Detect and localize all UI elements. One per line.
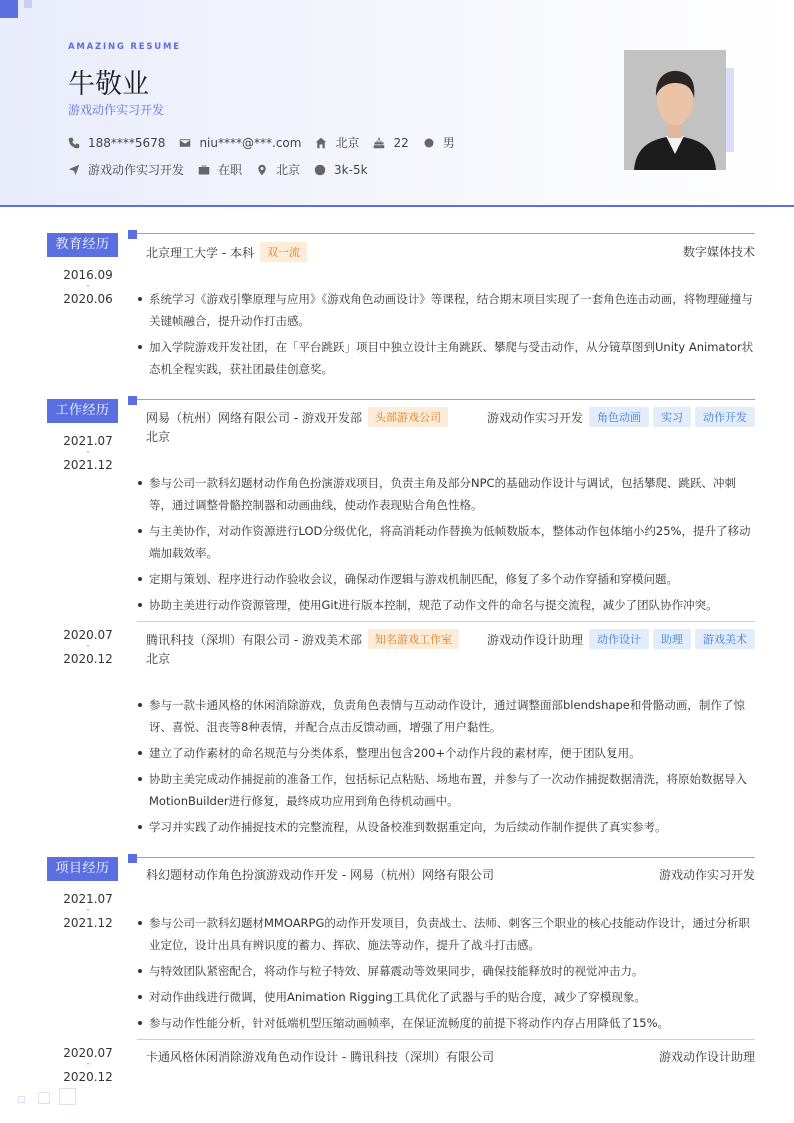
start-date: 2016.09 (63, 268, 113, 282)
gender-text: 男 (442, 136, 455, 150)
company-name: 腾讯科技（深圳）有限公司 - 游戏美术部 (146, 632, 362, 647)
position-text: 游戏动作实习开发 (486, 410, 583, 425)
send-icon (68, 164, 80, 176)
start-date: 2021.07 (63, 892, 113, 906)
list-item: 参与公司一款科幻题材动作角色扮演游戏项目，负责主角及部分NPC的基础动作设计与调试，包括攀爬、跳跃、冲刺等，通过调整骨骼控制器和动画曲线，使动作表现贴合角色性格。 (135, 472, 755, 516)
education-major (683, 243, 755, 260)
contact-info-row (68, 134, 469, 151)
end-date: 2021.12 (63, 916, 113, 930)
work-company (146, 629, 459, 649)
work-dates: 2020.07 - 2020.12 (60, 623, 116, 671)
project-dates: 2021.07 - 2021.12 (60, 887, 116, 935)
list-item: 参与一款卡通风格的休闲消除游戏，负责角色表情与互动动作设计，通过调整面部blendshape和骨骼动画，制作了惊讶、喜悦、沮丧等8种表情，并配合点击反馈动画，增强了用户黏性。 (135, 694, 755, 738)
city-text: 北京 (276, 163, 301, 177)
position-text: 游戏动作设计助理 (486, 632, 583, 647)
project-dates: 2020.07 - 2020.12 (60, 1041, 116, 1089)
candidate-name: 牛敬业 (68, 69, 149, 100)
company-badge: 知名游戏工作室 (368, 629, 459, 649)
education-details (135, 288, 755, 384)
skill-tag: 动作开发 (695, 407, 755, 427)
section-marker (128, 854, 137, 863)
age-text: 22 (393, 135, 409, 150)
list-item: 与主美协作，对动作资源进行LOD分级优化，将高消耗动作替换为低帧数版本，整体动作包体缩小约25%，提升了移动端加载效率。 (135, 520, 755, 564)
corner-decoration-small (24, 0, 32, 8)
work-company (146, 407, 448, 427)
project-title (146, 1048, 494, 1065)
end-date: 2020.12 (63, 652, 113, 666)
section-title-projects: 项目经历 (47, 857, 118, 881)
company-name: 网易（杭州）网络有限公司 - 游戏开发部 (146, 410, 362, 425)
email-item (179, 136, 301, 150)
gender-icon (423, 137, 435, 149)
list-item: 与特效团队紧密配合，将动作与粒子特效、屏幕震动等效果同步，确保技能释放时的视觉冲击力。 (135, 960, 755, 982)
work-details (135, 472, 755, 620)
skill-tag: 角色动画 (589, 407, 649, 427)
list-item: 加入学院游戏开发社团，在「平台跳跃」项目中独立设计主角跳跃、攀爬与受击动作，从分镜草图到Unity Animator状态机全程实践，获社团最佳创意奖。 (135, 336, 755, 380)
work-city: 北京 (146, 430, 171, 444)
role-text: 游戏动作实习开发 (658, 868, 755, 882)
entry-divider (137, 621, 755, 622)
education-dates: 2016.09 - 2020.06 (60, 263, 116, 311)
hometown-text: 北京 (335, 136, 360, 150)
job-info-row (68, 161, 382, 178)
status-item (198, 161, 242, 178)
project-title (146, 866, 494, 883)
city-item (256, 161, 300, 178)
education-school (146, 242, 307, 262)
work-position (487, 629, 755, 649)
project-name: 卡通风格休闲消除游戏角色动作设计 - 腾讯科技（深圳）有限公司 (146, 1050, 494, 1064)
entry-divider (137, 1039, 755, 1040)
skill-tag: 动作设计 (589, 629, 649, 649)
section-divider (137, 233, 755, 234)
list-item: 参与动作性能分析，针对低端机型压缩动画帧率，在保证流畅度的前提下将动作内存占用降低了15%。 (135, 1012, 755, 1034)
list-item: 协助主美完成动作捕捉前的准备工作，包括标记点粘贴、场地布置，并参与了一次动作捕捉数据清洗，将原始数据导入MotionBuilder进行修复，最终成功应用到角色待机动画中。 (135, 768, 755, 812)
portrait-image (624, 50, 726, 170)
section-marker (128, 230, 137, 239)
footer-decoration (38, 1092, 50, 1104)
email-text: niu****@***.com (199, 135, 302, 150)
skill-tag: 实习 (653, 407, 691, 427)
corner-decoration (0, 0, 18, 18)
gender-item (423, 134, 455, 151)
work-position (487, 407, 755, 427)
project-role (659, 866, 755, 883)
location-icon (256, 164, 268, 176)
role-text: 游戏动作设计助理 (658, 1050, 755, 1064)
start-date: 2021.07 (63, 434, 113, 448)
list-item: 建立了动作素材的命名规范与分类体系，整理出包含200+个动作片段的素材库，便于团队复用。 (135, 742, 755, 764)
footer-decoration (18, 1096, 25, 1103)
company-badge: 头部游戏公司 (368, 407, 448, 427)
list-item: 学习并实践了动作捕捉技术的完整流程，从设备校准到数据重定向，为后续动作制作提供了真实参考。 (135, 816, 755, 838)
section-title-work: 工作经历 (47, 399, 118, 423)
list-item: 定期与策划、程序进行动作验收会议，确保动作逻辑与游戏机制匹配，修复了多个动作穿插和穿模问题。 (135, 568, 755, 590)
start-date: 2020.07 (63, 1046, 113, 1060)
job-objective: 游戏动作实习开发 (68, 103, 165, 117)
briefcase-icon (198, 164, 210, 176)
project-role (659, 1048, 755, 1065)
end-date: 2020.06 (63, 292, 113, 306)
list-item: 对动作曲线进行微调，使用Animation Rigging工具优化了武器与手的贴合度，减少了穿模现象。 (135, 986, 755, 1008)
skill-tag: 助理 (653, 629, 691, 649)
section-marker (128, 396, 137, 405)
intent-text: 游戏动作实习开发 (88, 163, 185, 177)
end-date: 2021.12 (63, 458, 113, 472)
resume-tagline: AMAZING RESUME (68, 42, 181, 52)
project-details (135, 912, 755, 1038)
salary-item (314, 163, 368, 177)
salary-text: 3k-5k (334, 162, 368, 177)
work-details (135, 694, 755, 842)
work-city: 北京 (146, 652, 171, 666)
list-item: 系统学习《游戏引擎原理与应用》《游戏角色动画设计》等课程，结合期末项目实现了一套角色连击动画，将物理碰撞与关键帧融合，提升动作打击感。 (135, 288, 755, 332)
phone-text: 188****5678 (88, 135, 166, 150)
project-name: 科幻题材动作角色扮演游戏动作开发 - 网易（杭州）网络有限公司 (146, 868, 494, 882)
section-title-education: 教育经历 (47, 233, 118, 257)
school-badge: 双一流 (260, 242, 307, 262)
list-item: 参与公司一款科幻题材MMOARPG的动作开发项目，负责战士、法师、刺客三个职业的核心技能动作设计，通过分析职业定位，设计出具有辨识度的蓄力、挥砍、施法等动作，提升了战斗打击感。 (135, 912, 755, 956)
phone-icon (68, 137, 80, 149)
mail-icon (179, 137, 191, 149)
section-divider (137, 857, 755, 858)
home-icon (315, 137, 327, 149)
school-name: 北京理工大学 - 本科 (146, 245, 254, 260)
money-icon (314, 164, 326, 176)
cake-icon (373, 137, 385, 149)
profile-photo (624, 50, 726, 170)
footer-decoration (59, 1088, 76, 1105)
end-date: 2020.12 (63, 1070, 113, 1084)
status-text: 在职 (218, 163, 243, 177)
list-item: 协助主美进行动作资源管理，使用Git进行版本控制，规范了动作文件的命名与提交流程，减少了团队协作冲突。 (135, 594, 755, 616)
start-date: 2020.07 (63, 628, 113, 642)
hometown-item (315, 134, 359, 151)
header-divider (0, 205, 794, 207)
section-divider (137, 399, 755, 400)
phone-item (68, 136, 165, 150)
work-dates: 2021.07 - 2021.12 (60, 429, 116, 477)
major-text: 数字媒体技术 (682, 245, 755, 259)
age-item (373, 136, 408, 150)
skill-tag: 游戏美术 (695, 629, 755, 649)
intent-item (68, 161, 184, 178)
